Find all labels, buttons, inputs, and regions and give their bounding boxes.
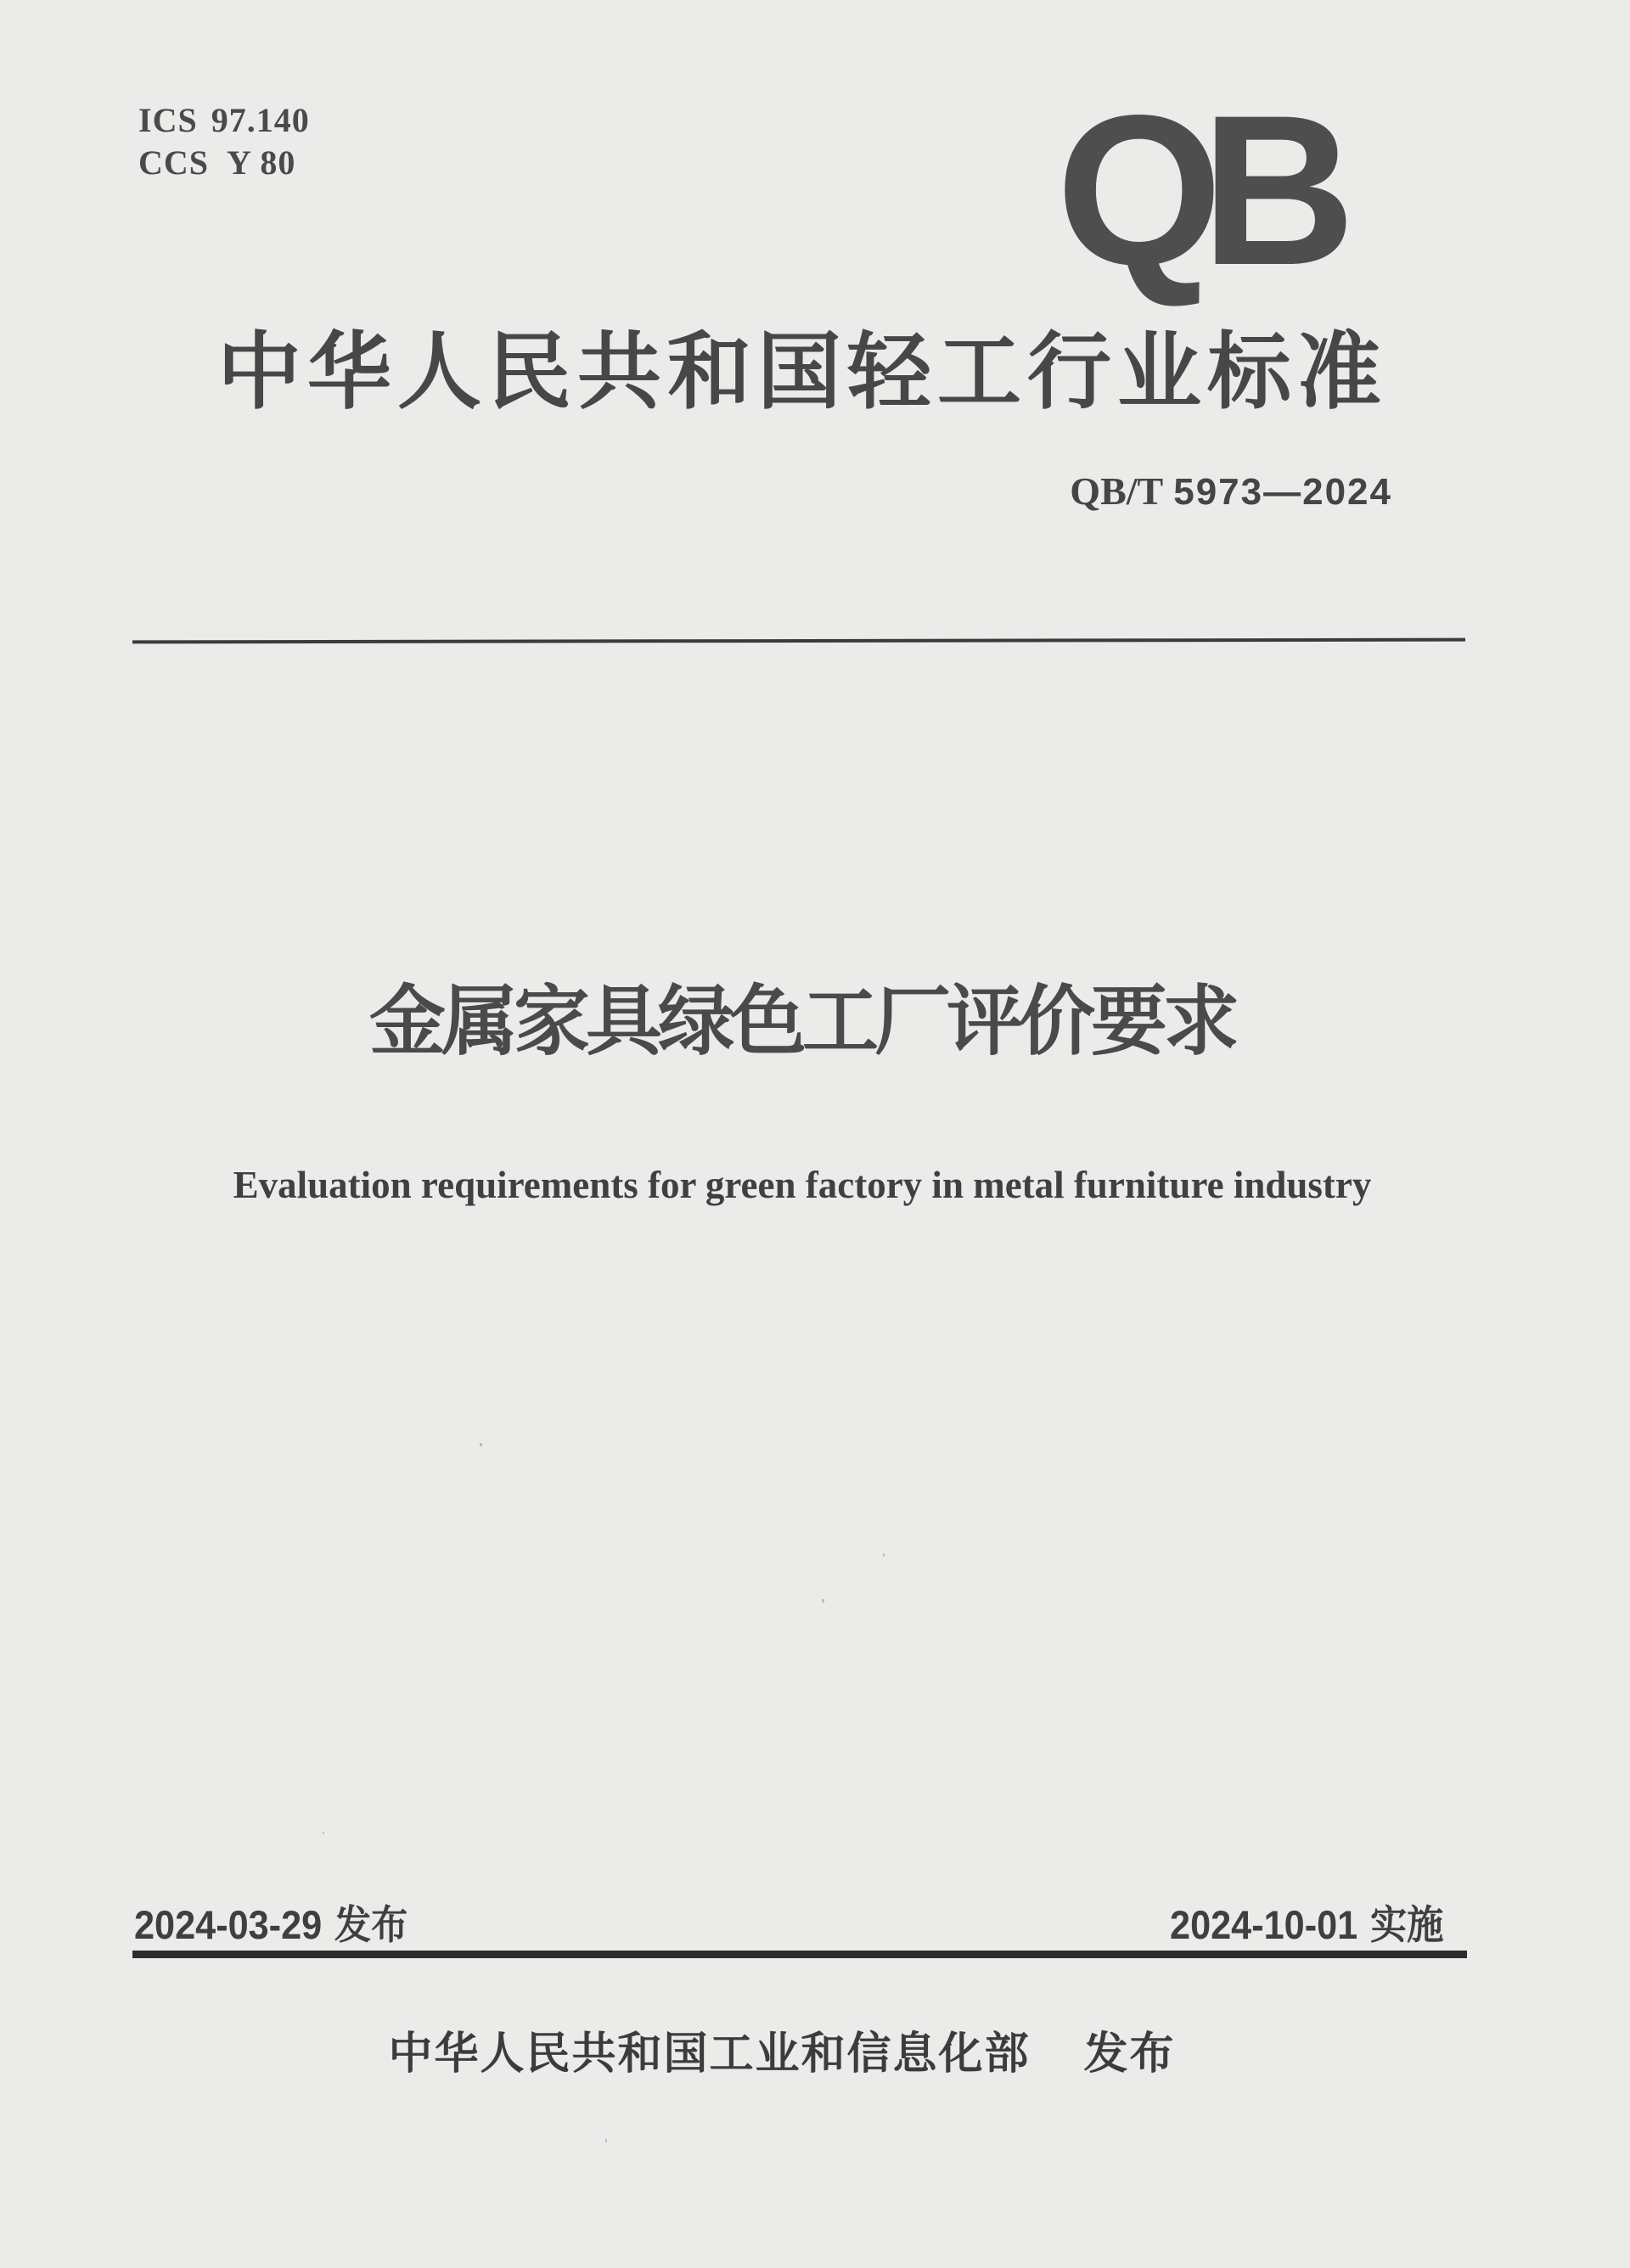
implementation-date-label: 实施 xyxy=(1369,1902,1443,1947)
issue-date-value: 2024-03-29 xyxy=(134,1902,323,1947)
ccs-classification xyxy=(138,143,296,182)
issue-date-line xyxy=(134,1902,408,1947)
scan-speck xyxy=(883,1553,885,1557)
top-rule xyxy=(132,638,1465,644)
implementation-date-line xyxy=(1169,1902,1443,1947)
qb-logo: QB xyxy=(1056,71,1335,310)
document-title-en: Evaluation requirements for green factory in metal furniture industry xyxy=(233,1164,1372,1206)
publisher-action: 发布 xyxy=(1083,2029,1176,2079)
scan-speck xyxy=(822,1599,824,1603)
scan-speck xyxy=(480,1443,482,1446)
implementation-date-value: 2024-10-01 xyxy=(1169,1902,1357,1947)
publisher-line xyxy=(0,2029,1584,2079)
document-title-zh: 金属家具绿色工厂评价要求 xyxy=(369,980,1235,1064)
ics-classification xyxy=(138,101,310,139)
standard-code-prefix: QB/T xyxy=(1070,469,1164,513)
scan-speck xyxy=(605,2139,607,2142)
ics-label: ICS xyxy=(138,101,198,139)
scan-speck xyxy=(323,1832,324,1834)
issue-date-label: 发布 xyxy=(334,1902,408,1947)
standard-code xyxy=(1070,469,1392,513)
ccs-label: CCS xyxy=(138,143,210,182)
standard-name-heading: 中华人民共和国轻工行业标准 xyxy=(217,327,1387,419)
publisher-name: 中华人民共和国工业和信息化部 xyxy=(388,2029,1031,2079)
bottom-rule xyxy=(132,1951,1467,1958)
ccs-value: Y 80 xyxy=(227,143,296,182)
standard-code-number: 5973—2024 xyxy=(1173,471,1392,513)
ics-value: 97.140 xyxy=(211,101,310,139)
